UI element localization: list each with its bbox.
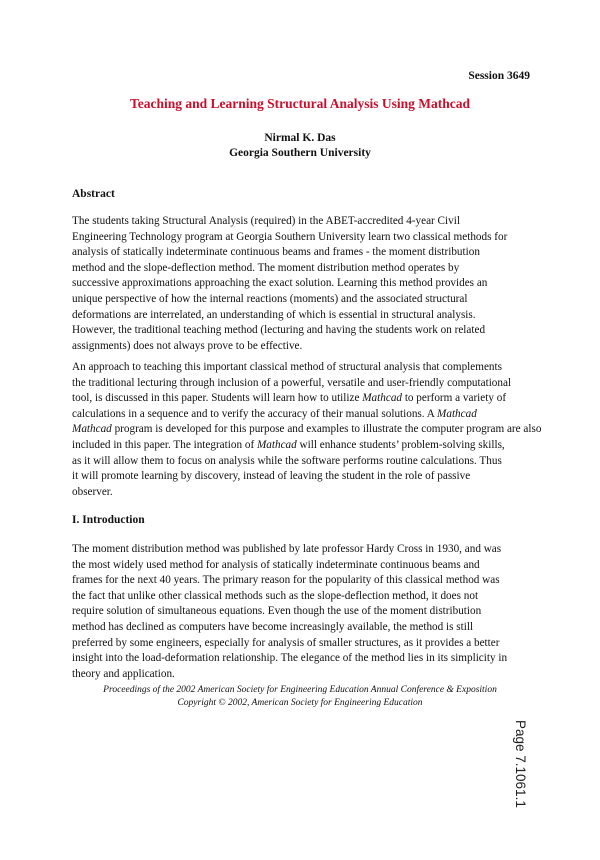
software-name: Mathcad (437, 407, 477, 420)
software-name: Mathcad (72, 423, 112, 436)
introduction-heading: I. Introduction (72, 514, 145, 526)
text-line: theory and application. (72, 667, 175, 680)
text-line: insight into the load-deformation relationship. The elegance of the method lies in its simplicity in (72, 652, 508, 665)
text-line: The moment distribution method was published by late professor Hardy Cross in 1930, and was (72, 543, 502, 555)
software-name: Mathcad (362, 392, 403, 405)
text-line: it will promote learning by discovery, instead of leaving the student in the role of passive (72, 470, 471, 483)
text-line: require solution of simultaneous equations. Even though the use of the moment distribution (72, 605, 482, 618)
text-line: unique perspective of how the internal reactions (moments) and the associated structural (72, 292, 468, 305)
copyright-line: Copyright © 2002, American Society for Engineering Education (177, 697, 423, 708)
footer-line: Proceedings of the 2002 American Society for Engineering Education Annual Conference & Exposition (103, 685, 497, 695)
session-number: Session 3649 (468, 70, 530, 82)
text-line: deformations are interrelated, an understanding of which is essential in structural analysis. (72, 308, 476, 321)
introduction-paragraph (72, 542, 534, 682)
software-name: Mathcad (256, 438, 297, 451)
text-line: the most widely used method for analysis of statically indeterminate continuous beams and (72, 558, 480, 571)
text-line: Engineering Technology program at Georgia Southern University learn two classical methods for (72, 230, 508, 243)
page-label: Page 7.1061.1 (513, 720, 528, 808)
text-run: program is developed for this purpose and examples to illustrate the computer program are also (114, 423, 542, 436)
author-block (0, 131, 600, 161)
text-line: the fact that unlike other classical methods such as the slope-deflection method, it does not (72, 589, 479, 602)
text-line: method has declined as computers have become increasingly available, the method is still (72, 620, 474, 633)
text-line (72, 438, 534, 454)
text-run: will enhance students’ problem-solving skills, (296, 438, 505, 451)
text-line: successive approximations approaching the exact solution. Learning this method provides an (72, 277, 488, 290)
text-line: frames for the next 40 years. The primary reason for the popularity of this classical method was (72, 574, 500, 587)
text-run: to perform a variety of (402, 392, 507, 405)
abstract-paragraph-1 (72, 214, 534, 354)
text-line: assignments) does not always prove to be effective. (72, 339, 303, 352)
text-line: analysis of statically indeterminate continuous beams and frames - the moment distribution (72, 246, 480, 259)
proceedings-footer (0, 684, 600, 709)
text-line (72, 422, 542, 438)
text-line: preferred by some engineers, especially for analysis of smaller structures, as it provides a better (72, 636, 500, 649)
text-line: method and the slope-deflection method. The moment distribution method operates by (72, 261, 460, 274)
text-line (72, 407, 534, 423)
author-affiliation: Georgia Southern University (229, 147, 371, 159)
text-line: as it will allow them to focus on analysis while the software performs routine calculations. Thus (72, 454, 502, 467)
text-run: included in this paper. The integration of (72, 438, 257, 451)
paper-title: Teaching and Learning Structural Analysis Using Mathcad (129, 96, 471, 111)
author-name: Nirmal K. Das (264, 132, 336, 144)
text-line: The students taking Structural Analysis (required) in the ABET-accredited 4-year Civil (72, 215, 460, 227)
text-line: observer. (72, 485, 113, 498)
abstract-heading: Abstract (72, 188, 115, 200)
text-run: calculations in a sequence and to verify the accuracy of their manual solutions. A (72, 407, 438, 420)
abstract-paragraph-2 (72, 360, 542, 500)
text-line: However, the traditional teaching method (lecturing and having the students work on related (72, 324, 486, 337)
text-line: the traditional lecturing through inclusion of a powerful, versatile and user-friendly computational (72, 376, 512, 389)
text-run: tool, is discussed in this paper. Students will learn how to utilize (72, 392, 363, 405)
text-line (72, 391, 534, 407)
text-line: An approach to teaching this important classical method of structural analysis that complements (72, 361, 502, 373)
